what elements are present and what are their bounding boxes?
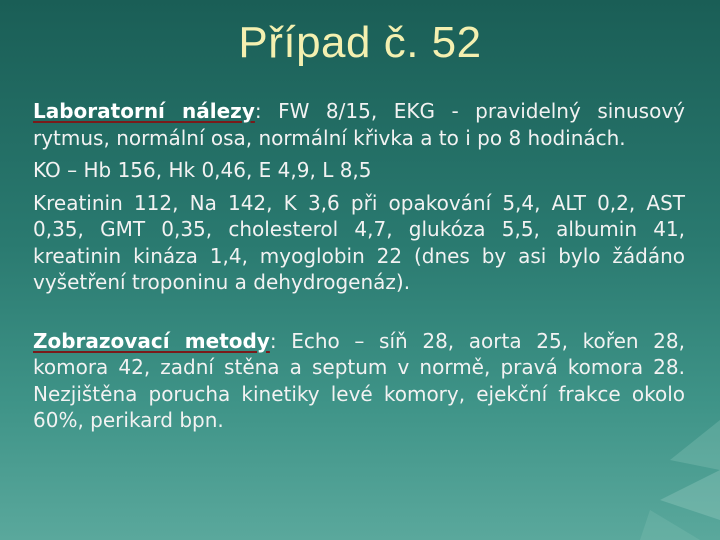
lab-findings-text: : FW 8/15, EKG - pravidelný sinusový rytmus, normální osa, normální křivka a to i po 8 hodinách.: [33, 99, 685, 150]
slide-title: Případ č. 52: [238, 18, 482, 67]
imaging-text: : Echo – síň 28, aorta 25, kořen 28, komora 42, zadní stěna a septum v normě, pravá komora 28. Nezjištěna porucha kinetiky levé komory, ejekční frakce okolo 60%, perikard bpn.: [33, 328, 685, 432]
slide-body: [33, 98, 685, 440]
imaging-label: Zobrazovací metody: [33, 328, 270, 353]
lab-findings-label: Laboratorní nálezy: [33, 99, 255, 123]
biochemistry-paragraph: Kreatinin 112, Na 142, K 3,6 při opakování 5,4, ALT 0,2, AST 0,35, GMT 0,35, cholesterol 4,7, glukóza 5,5, albumin 41, kreatinin kináza 1,4, myoglobin 22 (dnes by asi bylo žádáno vyšetření troponinu a dehydrogenáz).: [33, 190, 685, 294]
lab-findings-paragraph: [33, 98, 685, 151]
blood-count-paragraph: KO – Hb 156, Hk 0,46, E 4,9, L 8,5: [33, 158, 372, 182]
paragraph-spacer: [33, 302, 685, 328]
decorative-leaf-pattern: [580, 400, 720, 540]
